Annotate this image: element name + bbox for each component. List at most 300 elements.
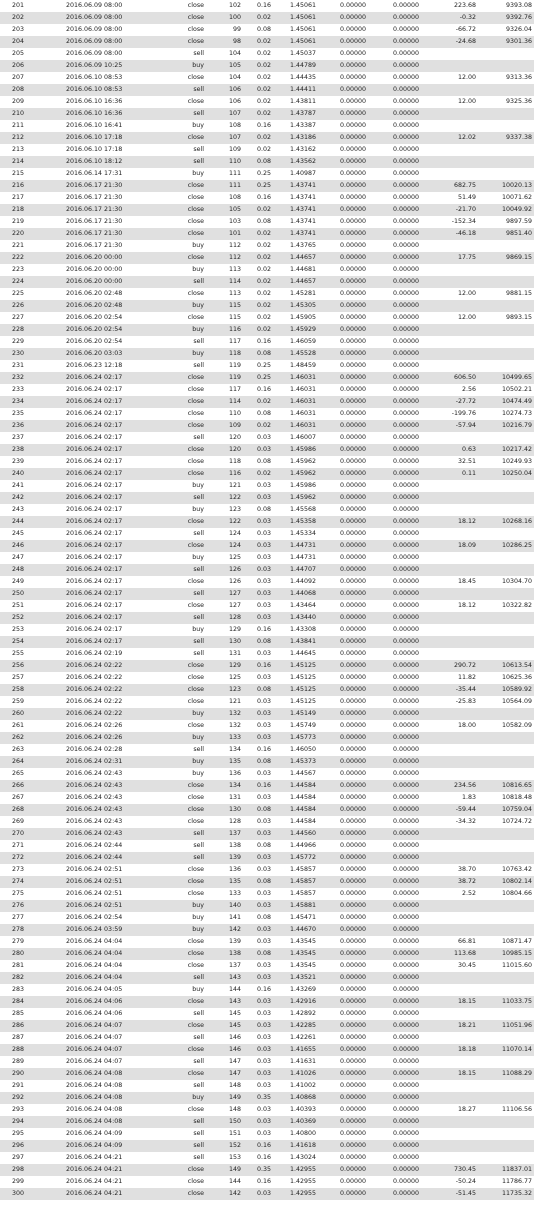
account-balance-cell (476, 912, 534, 924)
table-row[interactable] (0, 864, 534, 876)
trade-price-cell: 1.45962 (289, 494, 316, 501)
account-balance-cell (476, 360, 534, 372)
table-row[interactable] (0, 708, 534, 720)
trade-size-cell: 0.03 (256, 1070, 271, 1077)
take-profit-cell: 0.00000 (392, 1190, 419, 1197)
take-profit-cell: 0.00000 (392, 758, 419, 765)
table-row[interactable] (0, 1032, 534, 1044)
trade-profit-cell (419, 924, 476, 936)
trade-size-cell: 0.03 (256, 446, 271, 453)
table-row[interactable] (0, 792, 534, 804)
trade-profit-cell: 223.68 (453, 2, 476, 9)
account-balance-cell (476, 348, 534, 360)
trade-profit-cell: -0.32 (459, 14, 476, 21)
stop-loss-cell: 0.00000 (339, 602, 366, 609)
account-balance-cell (476, 708, 534, 720)
trade-price-cell: 1.43811 (289, 98, 316, 105)
account-balance-cell (476, 1008, 534, 1020)
take-profit-cell: 0.00000 (392, 1106, 419, 1113)
order-number-cell: 122 (228, 518, 241, 525)
account-balance-cell (476, 840, 534, 852)
order-number-cell: 122 (228, 494, 241, 501)
trade-type-cell: buy (192, 986, 204, 993)
table-row[interactable] (0, 108, 534, 120)
table-row[interactable] (0, 912, 534, 924)
table-row[interactable] (0, 552, 534, 564)
table-row[interactable] (0, 396, 534, 408)
row-number-cell: 202 (12, 14, 25, 21)
trade-type-cell: close (187, 230, 204, 237)
table-row[interactable] (0, 12, 534, 24)
trade-size-cell: 0.03 (256, 542, 271, 549)
trade-time-cell: 2016.06.24 02:43 (66, 794, 123, 801)
take-profit-cell: 0.00000 (392, 2, 419, 9)
stop-loss-cell: 0.00000 (339, 686, 366, 693)
table-row[interactable] (0, 456, 534, 468)
order-number-cell: 127 (228, 602, 241, 609)
order-number-cell: 129 (228, 662, 241, 669)
trade-time-cell: 2016.06.24 02:17 (66, 566, 123, 573)
order-number-cell: 98 (232, 38, 241, 45)
order-number-cell: 137 (228, 830, 241, 837)
stop-loss-cell: 0.00000 (339, 710, 366, 717)
trade-time-cell: 2016.06.24 02:43 (66, 830, 123, 837)
order-number-cell: 152 (228, 1142, 241, 1149)
account-balance-cell (476, 984, 534, 996)
table-row[interactable] (0, 936, 534, 948)
table-row[interactable] (0, 852, 534, 864)
table-row[interactable] (0, 348, 534, 360)
trade-time-cell: 2016.06.24 04:04 (66, 962, 123, 969)
trade-profit-cell (419, 840, 476, 852)
trade-price-cell: 1.44560 (289, 830, 316, 837)
row-number-cell: 290 (12, 1070, 25, 1077)
table-row[interactable] (0, 1068, 534, 1080)
table-row[interactable] (0, 996, 534, 1008)
table-row[interactable] (0, 660, 534, 672)
table-row[interactable] (0, 756, 534, 768)
account-balance-cell (476, 924, 534, 936)
row-number-cell: 273 (12, 866, 25, 873)
table-row[interactable] (0, 1116, 534, 1128)
stop-loss-cell: 0.00000 (339, 722, 366, 729)
row-number-cell: 255 (12, 650, 25, 657)
trade-profit-cell (419, 240, 476, 252)
row-number-cell: 277 (12, 914, 25, 921)
trade-price-cell: 1.42955 (289, 1178, 316, 1185)
trade-time-cell: 2016.06.24 02:17 (66, 422, 123, 429)
trade-time-cell: 2016.06.17 21:30 (66, 182, 123, 189)
trade-profit-cell (419, 972, 476, 984)
trade-time-cell: 2016.06.24 02:17 (66, 410, 123, 417)
trade-time-cell: 2016.06.20 02:48 (66, 302, 123, 309)
trade-size-cell: 0.03 (256, 734, 271, 741)
trade-type-cell: sell (193, 566, 204, 573)
table-row[interactable] (0, 516, 534, 528)
trade-price-cell: 1.43162 (289, 146, 316, 153)
table-row[interactable] (0, 492, 534, 504)
table-row[interactable] (0, 744, 534, 756)
take-profit-cell: 0.00000 (392, 662, 419, 669)
order-number-cell: 110 (228, 410, 241, 417)
table-row[interactable] (0, 948, 534, 960)
account-balance-cell: 10268.16 (501, 518, 532, 525)
table-row[interactable] (0, 156, 534, 168)
trade-type-cell: close (187, 1178, 204, 1185)
table-row[interactable] (0, 372, 534, 384)
trade-size-cell: 0.03 (256, 830, 271, 837)
table-row[interactable] (0, 564, 534, 576)
table-row[interactable] (0, 1056, 534, 1068)
trade-type-cell: sell (193, 1130, 204, 1137)
take-profit-cell: 0.00000 (392, 50, 419, 57)
table-row[interactable] (0, 36, 534, 48)
trade-size-cell: 0.02 (256, 422, 271, 429)
trade-profit-cell: 682.75 (453, 182, 476, 189)
trade-price-cell: 1.43440 (289, 614, 316, 621)
trade-time-cell: 2016.06.24 04:08 (66, 1070, 123, 1077)
table-row[interactable] (0, 600, 534, 612)
table-row[interactable] (0, 228, 534, 240)
trade-profit-cell: 18.21 (457, 1022, 476, 1029)
table-row[interactable] (0, 576, 534, 588)
table-row[interactable] (0, 1164, 534, 1176)
trade-price-cell: 1.45305 (289, 302, 316, 309)
table-row[interactable] (0, 696, 534, 708)
trade-price-cell: 1.44584 (289, 818, 316, 825)
trade-price-cell: 1.45334 (289, 530, 316, 537)
table-row[interactable] (0, 732, 534, 744)
stop-loss-cell: 0.00000 (339, 290, 366, 297)
order-number-cell: 136 (228, 866, 241, 873)
trade-size-cell: 0.03 (256, 698, 271, 705)
trade-price-cell: 1.44657 (289, 278, 316, 285)
trade-time-cell: 2016.06.20 00:00 (66, 266, 123, 273)
take-profit-cell: 0.00000 (392, 86, 419, 93)
take-profit-cell: 0.00000 (392, 362, 419, 369)
stop-loss-cell: 0.00000 (339, 446, 366, 453)
table-row[interactable] (0, 180, 534, 192)
table-row[interactable] (0, 336, 534, 348)
table-row[interactable] (0, 324, 534, 336)
row-number-cell: 257 (12, 674, 25, 681)
table-row[interactable] (0, 192, 534, 204)
table-row[interactable] (0, 636, 534, 648)
trade-price-cell: 1.43765 (289, 242, 316, 249)
table-row[interactable] (0, 144, 534, 156)
table-row[interactable] (0, 168, 534, 180)
trade-profit-cell (419, 84, 476, 96)
table-row[interactable] (0, 768, 534, 780)
take-profit-cell: 0.00000 (392, 962, 419, 969)
order-number-cell: 119 (228, 362, 241, 369)
trade-type-cell: sell (193, 842, 204, 849)
account-balance-cell: 9893.15 (505, 314, 532, 321)
row-number-cell: 225 (12, 290, 25, 297)
trade-type-cell: close (187, 1022, 204, 1029)
stop-loss-cell: 0.00000 (339, 794, 366, 801)
trade-type-cell: sell (193, 530, 204, 537)
trade-profit-cell: 18.09 (457, 542, 476, 549)
trade-time-cell: 2016.06.24 04:09 (66, 1130, 123, 1137)
table-row[interactable] (0, 132, 534, 144)
table-row[interactable] (0, 1092, 534, 1104)
trade-type-cell: close (187, 446, 204, 453)
trade-profit-cell: 66.81 (457, 938, 476, 945)
table-row[interactable] (0, 384, 534, 396)
table-row[interactable] (0, 408, 534, 420)
table-row[interactable] (0, 504, 534, 516)
table-row[interactable] (0, 300, 534, 312)
table-row[interactable] (0, 648, 534, 660)
trade-price-cell: 1.43024 (289, 1154, 316, 1161)
table-row[interactable] (0, 24, 534, 36)
stop-loss-cell: 0.00000 (339, 842, 366, 849)
table-row[interactable] (0, 96, 534, 108)
table-row[interactable] (0, 480, 534, 492)
take-profit-cell: 0.00000 (392, 278, 419, 285)
table-row[interactable] (0, 432, 534, 444)
trade-time-cell: 2016.06.24 02:17 (66, 494, 123, 501)
account-balance-cell (476, 828, 534, 840)
stop-loss-cell: 0.00000 (339, 938, 366, 945)
trade-type-cell: close (187, 1166, 204, 1173)
trade-price-cell: 1.45373 (289, 758, 316, 765)
table-row[interactable] (0, 312, 534, 324)
table-row[interactable] (0, 888, 534, 900)
trade-price-cell: 1.43841 (289, 638, 316, 645)
stop-loss-cell: 0.00000 (339, 230, 366, 237)
take-profit-cell: 0.00000 (392, 926, 419, 933)
table-row[interactable] (0, 684, 534, 696)
order-number-cell: 99 (232, 26, 241, 33)
table-row[interactable] (0, 876, 534, 888)
stop-loss-cell: 0.00000 (339, 482, 366, 489)
table-row[interactable] (0, 60, 534, 72)
trade-size-cell: 0.02 (256, 206, 271, 213)
trade-time-cell: 2016.06.24 04:21 (66, 1166, 123, 1173)
trade-size-cell: 0.02 (256, 62, 271, 69)
trade-size-cell: 0.25 (256, 362, 271, 369)
order-number-cell: 142 (228, 1190, 241, 1197)
trade-profit-cell: 38.70 (457, 866, 476, 873)
trade-type-cell: sell (193, 638, 204, 645)
trade-profit-cell: 18.45 (457, 578, 476, 585)
take-profit-cell: 0.00000 (392, 986, 419, 993)
order-number-cell: 106 (228, 98, 241, 105)
trade-size-cell: 0.02 (256, 326, 271, 333)
trade-type-cell: close (187, 38, 204, 45)
table-row[interactable] (0, 588, 534, 600)
trade-profit-cell: -27.72 (455, 398, 476, 405)
trade-price-cell: 1.45125 (289, 698, 316, 705)
trade-size-cell: 0.03 (256, 1046, 271, 1053)
order-number-cell: 153 (228, 1154, 241, 1161)
trade-type-cell: close (187, 518, 204, 525)
table-row[interactable] (0, 264, 534, 276)
trade-price-cell: 1.45281 (289, 290, 316, 297)
stop-loss-cell: 0.00000 (339, 734, 366, 741)
trade-size-cell: 0.25 (256, 170, 271, 177)
take-profit-cell: 0.00000 (392, 650, 419, 657)
table-row[interactable] (0, 468, 534, 480)
trade-size-cell: 0.03 (256, 890, 271, 897)
table-row[interactable] (0, 1104, 534, 1116)
table-row[interactable] (0, 780, 534, 792)
trade-time-cell: 2016.06.24 02:43 (66, 782, 123, 789)
row-number-cell: 254 (12, 638, 25, 645)
stop-loss-cell: 0.00000 (339, 314, 366, 321)
table-row[interactable] (0, 420, 534, 432)
trade-profit-cell: 12.00 (457, 314, 476, 321)
table-row[interactable] (0, 120, 534, 132)
account-balance-cell: 10759.04 (501, 806, 532, 813)
trade-type-cell: buy (192, 770, 204, 777)
trade-size-cell: 0.03 (256, 590, 271, 597)
row-number-cell: 292 (12, 1094, 25, 1101)
stop-loss-cell: 0.00000 (339, 758, 366, 765)
trade-type-cell: buy (192, 926, 204, 933)
row-number-cell: 212 (12, 134, 25, 141)
table-row[interactable] (0, 720, 534, 732)
row-number-cell: 211 (12, 122, 25, 129)
row-number-cell: 240 (12, 470, 25, 477)
table-row[interactable] (0, 1128, 534, 1140)
account-balance-cell (476, 588, 534, 600)
table-row[interactable] (0, 360, 534, 372)
trade-time-cell: 2016.06.24 02:17 (66, 590, 123, 597)
table-row[interactable] (0, 804, 534, 816)
take-profit-cell: 0.00000 (392, 338, 419, 345)
trade-size-cell: 0.02 (256, 110, 271, 117)
table-row[interactable] (0, 984, 534, 996)
account-balance-cell (476, 120, 534, 132)
row-number-cell: 283 (12, 986, 25, 993)
table-row[interactable] (0, 1140, 534, 1152)
table-row[interactable] (0, 624, 534, 636)
trade-price-cell: 1.46031 (289, 386, 316, 393)
table-row[interactable] (0, 276, 534, 288)
stop-loss-cell: 0.00000 (339, 878, 366, 885)
table-row[interactable] (0, 528, 534, 540)
trade-size-cell: 0.02 (256, 146, 271, 153)
take-profit-cell: 0.00000 (392, 1034, 419, 1041)
account-balance-cell: 10564.09 (501, 698, 532, 705)
take-profit-cell: 0.00000 (392, 794, 419, 801)
order-number-cell: 113 (228, 290, 241, 297)
table-row[interactable] (0, 216, 534, 228)
stop-loss-cell: 0.00000 (339, 410, 366, 417)
stop-loss-cell: 0.00000 (339, 110, 366, 117)
table-row[interactable] (0, 1080, 534, 1092)
row-number-cell: 279 (12, 938, 25, 945)
row-number-cell: 241 (12, 482, 25, 489)
table-row[interactable] (0, 924, 534, 936)
table-row[interactable] (0, 1188, 534, 1200)
order-number-cell: 114 (228, 398, 241, 405)
trade-size-cell: 0.02 (256, 74, 271, 81)
trade-price-cell: 1.43741 (289, 194, 316, 201)
stop-loss-cell: 0.00000 (339, 626, 366, 633)
table-row[interactable] (0, 1008, 534, 1020)
table-row[interactable] (0, 828, 534, 840)
table-row[interactable] (0, 612, 534, 624)
trade-time-cell: 2016.06.24 02:17 (66, 482, 123, 489)
trade-price-cell: 1.42916 (289, 998, 316, 1005)
trade-profit-cell (419, 108, 476, 120)
stop-loss-cell: 0.00000 (339, 362, 366, 369)
table-row[interactable] (0, 72, 534, 84)
account-balance-cell (476, 1032, 534, 1044)
table-row[interactable] (0, 204, 534, 216)
trade-time-cell: 2016.06.24 02:43 (66, 818, 123, 825)
take-profit-cell: 0.00000 (392, 470, 419, 477)
trade-size-cell: 0.03 (256, 962, 271, 969)
trade-time-cell: 2016.06.24 02:22 (66, 710, 123, 717)
trade-profit-cell: 0.63 (461, 446, 476, 453)
table-row[interactable] (0, 1152, 534, 1164)
row-number-cell: 213 (12, 146, 25, 153)
table-row[interactable] (0, 960, 534, 972)
trade-type-cell: buy (192, 170, 204, 177)
trade-time-cell: 2016.06.10 16:36 (66, 110, 123, 117)
account-balance-cell: 10249.93 (501, 458, 532, 465)
trade-price-cell: 1.46059 (289, 338, 316, 345)
row-number-cell: 229 (12, 338, 25, 345)
trade-time-cell: 2016.06.24 04:08 (66, 1082, 123, 1089)
stop-loss-cell: 0.00000 (339, 398, 366, 405)
table-row[interactable] (0, 672, 534, 684)
trade-type-cell: close (187, 14, 204, 21)
take-profit-cell: 0.00000 (392, 902, 419, 909)
stop-loss-cell: 0.00000 (339, 1082, 366, 1089)
account-balance-cell: 9881.15 (505, 290, 532, 297)
order-number-cell: 146 (228, 1046, 241, 1053)
table-row[interactable] (0, 1020, 534, 1032)
trade-profit-cell (419, 768, 476, 780)
stop-loss-cell: 0.00000 (339, 26, 366, 33)
table-row[interactable] (0, 1044, 534, 1056)
table-row[interactable] (0, 840, 534, 852)
take-profit-cell: 0.00000 (392, 914, 419, 921)
table-row[interactable] (0, 816, 534, 828)
table-row[interactable] (0, 0, 534, 12)
table-row[interactable] (0, 48, 534, 60)
account-balance-cell: 10071.62 (501, 194, 532, 201)
table-row[interactable] (0, 1176, 534, 1188)
row-number-cell: 227 (12, 314, 25, 321)
trade-profit-cell: 12.00 (457, 290, 476, 297)
table-row[interactable] (0, 252, 534, 264)
table-row[interactable] (0, 240, 534, 252)
trade-type-cell: close (187, 686, 204, 693)
table-row[interactable] (0, 900, 534, 912)
account-balance-cell (476, 744, 534, 756)
table-row[interactable] (0, 444, 534, 456)
trade-profit-cell: 30.45 (457, 962, 476, 969)
table-row[interactable] (0, 84, 534, 96)
row-number-cell: 298 (12, 1166, 25, 1173)
table-row[interactable] (0, 288, 534, 300)
trade-profit-cell (419, 348, 476, 360)
account-balance-cell (476, 528, 534, 540)
trade-time-cell: 2016.06.24 04:05 (66, 986, 123, 993)
take-profit-cell: 0.00000 (392, 1070, 419, 1077)
table-row[interactable] (0, 972, 534, 984)
trade-price-cell: 1.40987 (289, 170, 316, 177)
table-row[interactable] (0, 540, 534, 552)
trade-time-cell: 2016.06.24 02:31 (66, 758, 123, 765)
